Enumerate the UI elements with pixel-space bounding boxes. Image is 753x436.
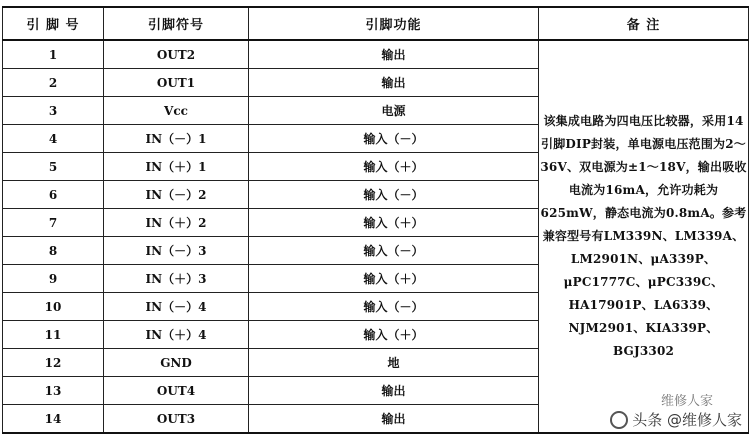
watermark-small: 维修人家	[660, 394, 713, 409]
pin-symbol-cell: IN（＋）4	[104, 321, 249, 349]
pin-number-cell: 3	[3, 97, 104, 125]
pin-number-cell: 9	[3, 265, 104, 293]
pin-number-cell: 13	[3, 377, 104, 405]
pin-number-cell: 5	[3, 153, 104, 181]
pin-function-cell: 输入（＋）	[249, 209, 539, 237]
watermark-text: 头条 @维修人家	[632, 411, 742, 429]
pin-number-cell: 10	[3, 293, 104, 321]
pin-number-cell: 8	[3, 237, 104, 265]
pin-number-cell: 11	[3, 321, 104, 349]
pin-symbol-cell: IN（＋）2	[104, 209, 249, 237]
pin-function-cell: 输入（－）	[249, 181, 539, 209]
pin-symbol-cell: IN（－）3	[104, 237, 249, 265]
pin-function-cell: 输入（＋）	[249, 321, 539, 349]
pin-symbol-cell: OUT4	[104, 377, 249, 405]
remarks-cell: 该集成电路为四电压比较器，采用14引脚DIP封装，单电源电压范围为2～36V、双电源为±1～18V，输出吸收电流为16mA，允许功耗为625mW，静态电流为0.8mA。参考兼容型号有LM339N、LM339A、LM2901N、μA339P、μPC1777C、μPC339C、HA17901P、LA6339、NJM2901、KIA339P、BGJ3302	[539, 40, 749, 433]
pin-symbol-cell: OUT2	[104, 40, 249, 69]
pin-function-cell: 电源	[249, 97, 539, 125]
pin-number-cell: 6	[3, 181, 104, 209]
pin-number-cell: 7	[3, 209, 104, 237]
pin-function-cell: 输入（＋）	[249, 265, 539, 293]
header-pin-symbol: 引脚符号	[104, 7, 249, 40]
pin-number-cell: 4	[3, 125, 104, 153]
pin-number-cell: 12	[3, 349, 104, 377]
table-row	[3, 40, 749, 69]
pin-function-cell: 输出	[249, 69, 539, 97]
pin-function-cell: 输出	[249, 40, 539, 69]
header-pin-function: 引脚功能	[249, 7, 539, 40]
pin-function-cell: 输出	[249, 377, 539, 405]
table-header-row	[3, 7, 749, 40]
header-pin-number: 引 脚 号	[3, 7, 104, 40]
pin-function-cell: 地	[249, 349, 539, 377]
pin-symbol-cell: IN（－）4	[104, 293, 249, 321]
header-remarks: 备 注	[539, 7, 749, 40]
pin-symbol-cell: IN（＋）1	[104, 153, 249, 181]
pin-number-cell: 14	[3, 405, 104, 434]
pin-symbol-cell: IN（＋）3	[104, 265, 249, 293]
pin-symbol-cell: Vcc	[104, 97, 249, 125]
pin-number-cell: 1	[3, 40, 104, 69]
pin-symbol-cell: OUT3	[104, 405, 249, 434]
watermark	[607, 409, 745, 430]
pin-function-cell: 输入（－）	[249, 125, 539, 153]
pin-function-cell: 输入（－）	[249, 293, 539, 321]
pin-symbol-cell: IN（－）2	[104, 181, 249, 209]
pin-function-cell: 输出	[249, 405, 539, 434]
pin-symbol-cell: IN（－）1	[104, 125, 249, 153]
pin-table	[2, 6, 749, 434]
watermark-logo-icon	[610, 411, 628, 429]
pin-function-cell: 输入（＋）	[249, 153, 539, 181]
pin-function-cell: 输入（－）	[249, 237, 539, 265]
pin-symbol-cell: OUT1	[104, 69, 249, 97]
pin-number-cell: 2	[3, 69, 104, 97]
pin-symbol-cell: GND	[104, 349, 249, 377]
